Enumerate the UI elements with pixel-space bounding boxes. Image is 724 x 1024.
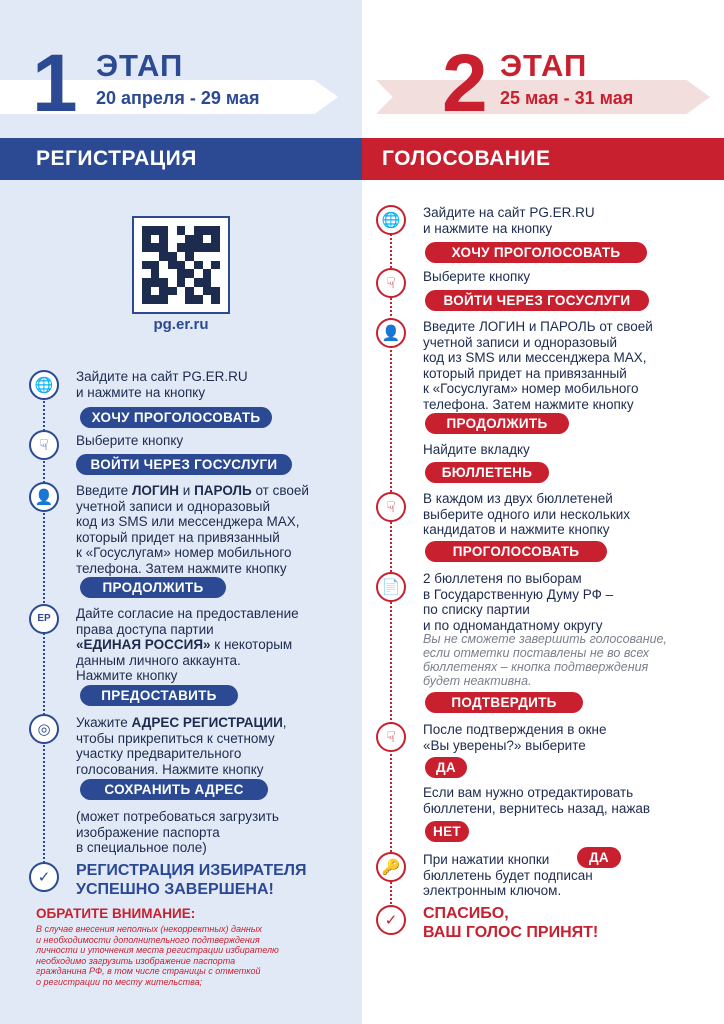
step-login-line <box>76 483 309 499</box>
attention-line: гражданина РФ, в том числе страницы с отметкой <box>36 966 261 976</box>
vote-step-line: выберите одного или нескольких <box>423 506 631 522</box>
qr-url-label[interactable]: pg.er.ru <box>153 316 209 333</box>
step-consent-line: данным личного аккаунта. <box>76 652 241 668</box>
qr-module <box>159 235 168 244</box>
qr-module <box>211 235 220 244</box>
hand-tap-icon: ☟ <box>376 268 406 298</box>
vote-step-line: код из SMS или мессенджера MAX, <box>423 350 647 365</box>
check-icon: ✓ <box>376 905 406 935</box>
warning-line: будет неактивна. <box>423 674 532 688</box>
hand-tap-icon: ☟ <box>376 722 406 752</box>
qr-module <box>168 278 177 287</box>
party-logo-icon: ЕР <box>29 604 59 634</box>
qr-module <box>142 235 151 244</box>
qr-module <box>203 287 212 296</box>
qr-module <box>194 269 203 278</box>
text-fragment: от своей <box>251 483 309 498</box>
stage-1-word: ЭТАП <box>96 48 184 83</box>
step-visit-site-text <box>76 369 248 400</box>
attention-line: В случае внесения неполных (некорректных) данных <box>36 924 262 934</box>
qr-module <box>142 226 151 235</box>
save-address-button[interactable]: СОХРАНИТЬ АДРЕС <box>80 779 268 800</box>
vote-step-line: который придет на привязанный <box>423 365 627 381</box>
qr-module <box>151 287 160 296</box>
document-icon: 📄 <box>376 572 406 602</box>
password-keyword: ПАРОЛЬ <box>194 483 252 498</box>
step-address-line: голосования. Нажмите кнопку <box>76 761 264 777</box>
vote-step-line: кандидатов и нажмите кнопку <box>423 522 610 537</box>
qr-module <box>142 295 151 304</box>
check-icon: ✓ <box>29 862 59 892</box>
step-consent-line: Нажмите кнопку <box>76 668 178 683</box>
passport-upload-note <box>76 809 279 856</box>
user-icon: 👤 <box>29 482 59 512</box>
qr-module <box>211 261 220 270</box>
qr-module <box>159 295 168 304</box>
ballot-tab-button[interactable]: БЮЛЛЕТЕНЬ <box>425 462 549 483</box>
qr-module <box>151 226 160 235</box>
warning-line: Вы не сможете завершить голосование, <box>423 632 667 646</box>
qr-module <box>185 226 194 235</box>
section-title-registration: РЕГИСТРАЦИЯ <box>0 138 362 180</box>
vote-step-visit-site-text <box>423 205 595 236</box>
continue-button[interactable]: ПРОДОЛЖИТЬ <box>80 577 226 598</box>
vote-step-choose-button-text: Выберите кнопку <box>423 269 531 284</box>
qr-module <box>177 278 186 287</box>
hand-tap-icon: ☟ <box>376 492 406 522</box>
qr-module <box>203 261 212 270</box>
qr-module <box>151 269 160 278</box>
address-keyword: АДРЕС РЕГИСТРАЦИИ <box>131 715 283 730</box>
registration-complete-line: РЕГИСТРАЦИЯ ИЗБИРАТЕЛЯ <box>76 862 307 879</box>
attention-line: необходимо загрузить изображение паспорта <box>36 955 236 966</box>
vote-step-line: Зайдите на сайт PG.ER.RU <box>423 205 595 220</box>
attention-line: о регистрации по месту жительства; <box>36 976 203 987</box>
qr-module <box>185 261 194 270</box>
globe-icon: 🌐 <box>29 370 59 400</box>
qr-module <box>159 287 168 296</box>
location-pin-icon: ◎ <box>29 714 59 744</box>
qr-module <box>159 243 168 252</box>
vote-step-line: по списку партии <box>423 602 530 617</box>
vote-step-line: телефона. Затем нажмите кнопку <box>423 396 634 412</box>
qr-module <box>177 295 186 304</box>
vote-accepted-line: СПАСИБО, <box>423 905 509 922</box>
text-fragment: Введите <box>76 483 132 498</box>
qr-module <box>185 287 194 296</box>
qr-module <box>194 226 203 235</box>
qr-module <box>142 261 151 270</box>
qr-module <box>203 226 212 235</box>
qr-module <box>194 295 203 304</box>
attention-title: ОБРАТИТЕ ВНИМАНИЕ: <box>36 906 196 921</box>
qr-module <box>211 269 220 278</box>
qr-module <box>177 252 186 261</box>
ballots-info-text <box>423 571 613 633</box>
registration-complete-message <box>76 861 307 899</box>
step-visit-site-line: и нажмите на кнопку <box>76 384 206 400</box>
qr-module <box>185 235 194 244</box>
qr-module <box>194 278 203 287</box>
stage-2-dates: 25 мая - 31 мая <box>500 88 634 108</box>
vote-gosuslugi-login-button[interactable]: ВОЙТИ ЧЕРЕЗ ГОСУСЛУГИ <box>425 290 649 311</box>
step-address-text <box>76 715 287 777</box>
vote-step-line: и нажмите на кнопку <box>423 220 553 236</box>
qr-module <box>194 261 203 270</box>
qr-module <box>168 243 177 252</box>
attention-text <box>36 924 336 987</box>
qr-module <box>142 243 151 252</box>
vote-step-line: Если вам нужно отредактировать <box>423 785 634 800</box>
vote-step-line: Введите ЛОГИН и ПАРОЛЬ от своей <box>423 319 653 334</box>
warning-line: если отметки поставлены не во всех <box>423 646 649 660</box>
stage-1-header <box>0 38 362 129</box>
vote-button[interactable]: ПРОГОЛОСОВАТЬ <box>425 541 607 562</box>
section-title-voting: ГОЛОСОВАНИЕ <box>362 138 724 180</box>
stage-2-number: 2 <box>442 38 488 129</box>
qr-module <box>151 261 160 270</box>
qr-module <box>151 243 160 252</box>
qr-module <box>177 261 186 270</box>
qr-module <box>177 235 186 244</box>
step-visit-site-line: Зайдите на сайт PG.ER.RU <box>76 369 248 384</box>
vote-step-line: учетной записи и одноразовый <box>423 334 618 350</box>
stage-1-dates: 20 апреля - 29 мая <box>96 88 260 108</box>
attention-line: личности и уточнения места регистрации избирателю <box>36 945 279 955</box>
qr-module <box>168 295 177 304</box>
qr-module <box>203 295 212 304</box>
qr-module <box>177 226 186 235</box>
qr-module <box>203 278 212 287</box>
edit-ballots-text <box>423 785 650 816</box>
qr-code[interactable] <box>132 216 230 314</box>
qr-module <box>194 243 203 252</box>
step-address-line <box>76 715 287 731</box>
no-button[interactable]: НЕТ <box>425 821 469 842</box>
step-address-line: чтобы прикрепиться к счетному <box>76 730 275 746</box>
qr-module <box>185 252 194 261</box>
vote-step-line: и по одномандатному округу <box>423 617 603 633</box>
step-consent-line: Дайте согласие на предоставление <box>76 606 299 621</box>
want-to-vote-button[interactable]: ХОЧУ ПРОГОЛОСОВАТЬ <box>80 407 272 428</box>
vote-step-line: 2 бюллетеня по выборам <box>423 571 582 586</box>
step-consent-line <box>76 637 299 653</box>
vote-step-line: в Государственную Думу РФ – <box>423 586 614 602</box>
qr-module <box>151 252 160 261</box>
step-login-line: учетной записи и одноразовый <box>76 498 271 514</box>
step-login-line: к «Госуслугам» номер мобильного <box>76 545 292 560</box>
warning-line: бюллетенях – кнопка подтверждения <box>423 660 649 674</box>
qr-module <box>168 287 177 296</box>
user-icon: 👤 <box>376 318 406 348</box>
step-consent-text <box>76 606 299 684</box>
qr-module <box>185 243 194 252</box>
text-fragment: , <box>282 715 287 730</box>
confirm-dialog-text <box>423 722 607 753</box>
qr-module <box>203 235 212 244</box>
qr-module <box>203 243 212 252</box>
qr-module <box>211 252 220 261</box>
qr-module <box>177 287 186 296</box>
passport-upload-line: в специальное поле) <box>76 840 207 855</box>
qr-module <box>211 226 220 235</box>
vote-step-line: бюллетени, вернитесь назад, нажав <box>423 800 651 816</box>
find-tab-text: Найдите вкладку <box>423 442 530 457</box>
step-address-line: участку предварительного <box>76 746 242 761</box>
qr-module <box>211 287 220 296</box>
qr-module <box>211 243 220 252</box>
qr-module <box>194 287 203 296</box>
key-icon: 🔑 <box>376 852 406 882</box>
qr-module <box>159 252 168 261</box>
qr-module <box>194 235 203 244</box>
qr-module <box>203 252 212 261</box>
step-choose-button-text: Выберите кнопку <box>76 433 184 448</box>
step-login-line: телефона. Затем нажмите кнопку <box>76 560 287 576</box>
vote-step-line: электронным ключом. <box>423 883 562 898</box>
qr-module <box>168 261 177 270</box>
vote-step-select-candidates-text <box>423 491 630 538</box>
stage-2-word: ЭТАП <box>500 48 588 83</box>
qr-module <box>142 269 151 278</box>
qr-module <box>168 235 177 244</box>
vote-step-line: В каждом из двух бюллетеней <box>423 491 613 506</box>
qr-module <box>211 278 220 287</box>
qr-module <box>185 295 194 304</box>
vote-step-line: «Вы уверены?» выберите <box>423 737 586 753</box>
passport-upload-line: изображение паспорта <box>76 824 220 840</box>
vote-accepted-message <box>423 904 598 942</box>
vote-step-line: После подтверждения в окне <box>423 722 607 737</box>
qr-module <box>177 243 186 252</box>
vote-continue-button[interactable]: ПРОДОЛЖИТЬ <box>425 413 569 434</box>
vote-step-line: бюллетень будет подписан <box>423 867 593 883</box>
party-name: «ЕДИНАЯ РОССИЯ» <box>76 637 211 652</box>
qr-module <box>159 261 168 270</box>
attention-line: и необходимости дополнительного подтверждения <box>36 934 260 945</box>
step-login-line: код из SMS или мессенджера MAX, <box>76 514 300 529</box>
qr-module <box>185 269 194 278</box>
vote-step-line <box>423 852 593 868</box>
registration-complete-line: УСПЕШНО ЗАВЕРШЕНА! <box>76 881 274 898</box>
qr-module <box>159 226 168 235</box>
inline-yes-button[interactable]: ДА <box>577 847 621 868</box>
qr-module <box>159 269 168 278</box>
qr-code-pattern <box>142 226 220 304</box>
qr-module <box>194 252 203 261</box>
qr-module <box>142 287 151 296</box>
vote-want-to-vote-button[interactable]: ХОЧУ ПРОГОЛОСОВАТЬ <box>425 242 647 263</box>
text-fragment: При нажатии кнопки <box>423 852 550 867</box>
qr-module <box>168 252 177 261</box>
qr-module <box>177 269 186 278</box>
vote-accepted-line: ВАШ ГОЛОС ПРИНЯТ! <box>423 924 599 941</box>
text-fragment: Укажите <box>76 715 132 730</box>
qr-module <box>151 278 160 287</box>
vote-step-login-text <box>423 319 653 412</box>
gosuslugi-login-button[interactable]: ВОЙТИ ЧЕРЕЗ ГОСУСЛУГИ <box>76 454 292 475</box>
qr-module <box>211 295 220 304</box>
qr-module <box>168 269 177 278</box>
globe-icon: 🌐 <box>376 205 406 235</box>
login-keyword: ЛОГИН <box>131 483 180 498</box>
text-fragment: и <box>179 483 195 498</box>
qr-module <box>151 295 160 304</box>
vote-step-line: к «Госуслугам» номер мобильного <box>423 381 639 396</box>
yes-button[interactable]: ДА <box>425 757 467 778</box>
qr-module <box>185 278 194 287</box>
qr-module <box>151 235 160 244</box>
stage-1-number: 1 <box>32 38 78 129</box>
hand-tap-icon: ☟ <box>29 430 59 460</box>
confirm-button[interactable]: ПОДТВЕРДИТЬ <box>425 692 583 713</box>
stage-2-header <box>362 38 724 129</box>
step-consent-line: права доступа партии <box>76 621 214 637</box>
grant-access-button[interactable]: ПРЕДОСТАВИТЬ <box>80 685 238 706</box>
qr-module <box>142 252 151 261</box>
qr-module <box>159 278 168 287</box>
text-fragment: к некоторым <box>210 637 293 652</box>
incomplete-vote-warning <box>423 632 667 688</box>
step-login-line: который придет на привязанный <box>76 529 280 545</box>
qr-module <box>168 226 177 235</box>
qr-module <box>203 269 212 278</box>
qr-module <box>142 278 151 287</box>
passport-upload-line: (может потребоваться загрузить <box>76 809 279 824</box>
signature-info-text <box>423 852 593 899</box>
step-login-text <box>76 483 309 576</box>
